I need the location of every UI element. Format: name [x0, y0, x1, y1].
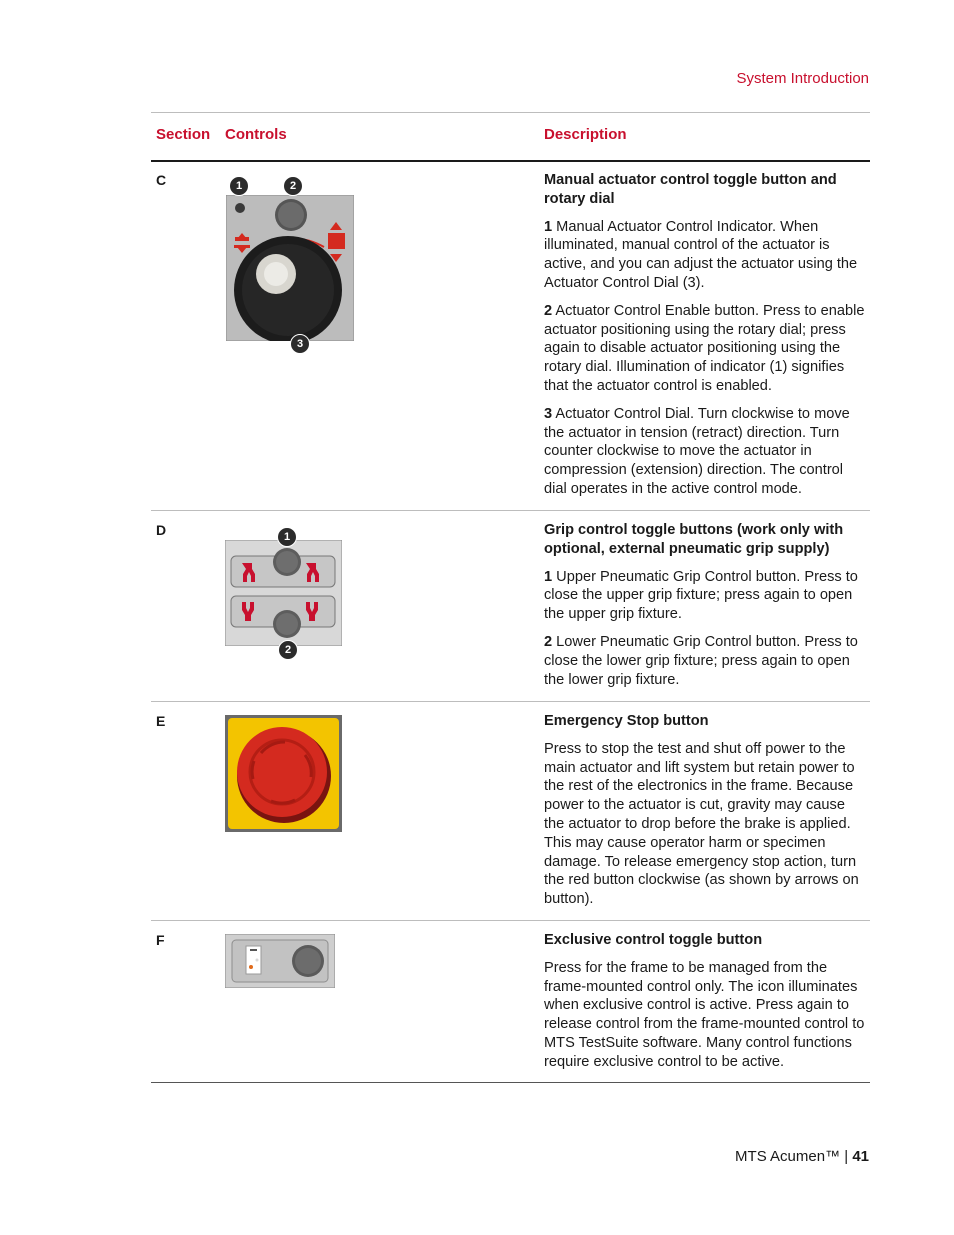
description-item: 2 Actuator Control Enable button. Press to enable actuator positioning using the rotary dial; press again to disable actuator positioning using the rotary dial. Illumination of indicator (1) signifies that the actuator control is enabled.: [544, 302, 865, 394]
description-item: 1 Upper Pneumatic Grip Control button. Press to close the upper grip fixture; press again to open the upper grip fixture.: [544, 568, 858, 623]
description-title: Grip control toggle buttons (work only with optional, external pneumatic grip supply): [544, 522, 844, 557]
footer-product: MTS Acumen™: [735, 1148, 841, 1165]
column-header-controls: Controls: [225, 126, 287, 143]
section-letter-c: C: [156, 172, 167, 188]
section-letter-e: E: [156, 713, 166, 729]
page-footer: [735, 1148, 869, 1165]
section-letter-d: D: [156, 522, 167, 538]
row-divider: [151, 920, 870, 921]
description-body: Press for the frame to be managed from the frame-mounted control only. The icon illuminates when exclusive control is active. Press again to release control from the frame-mounted control to MTS TestSuite software. Many control functions require exclusive control to be active.: [544, 959, 865, 1070]
description-item: 1 Manual Actuator Control Indicator. When illuminated, manual control of the actuator is active, and you can adjust the actuator using the Actuator Control Dial (3).: [544, 218, 858, 291]
table-top-rule: [151, 112, 870, 113]
description-title: Exclusive control toggle button: [544, 932, 763, 948]
grip-control-photo: [225, 540, 342, 646]
callout-1: 1: [229, 176, 249, 196]
header-rule: [151, 160, 870, 162]
description-c: [544, 171, 868, 508]
description-item: 3 Actuator Control Dial. Turn clockwise to move the actuator in tension (retract) direction. Turn counter clockwise to move the actuator in compression (extension) direction. The control dial operates in the active control mode.: [544, 405, 850, 497]
callout-1: 1: [277, 527, 297, 547]
emergency-stop-photo: [225, 715, 342, 832]
column-header-section: Section: [156, 126, 211, 143]
actuator-control-photo: [226, 195, 354, 341]
column-header-description: Description: [544, 126, 627, 143]
description-title: Emergency Stop button: [544, 713, 709, 729]
row-divider: [151, 701, 870, 702]
running-header: System Introduction: [736, 70, 869, 87]
row-divider: [151, 510, 870, 511]
description-body: Press to stop the test and shut off power to the main actuator and lift system but retain power to the rest of the electronics in the frame. Because power to the actuator is cut, gravity may cause the actuator to drop before the brake is applied. This may cause operator harm or specimen damage. To release emergency stop action, turn the red button clockwise (as shown by arrows on button).: [544, 740, 859, 908]
footer-separator: |: [844, 1148, 849, 1165]
description-item: 2 Lower Pneumatic Grip Control button. Press to close the lower grip fixture; press again to open the lower grip fixture.: [544, 633, 858, 688]
exclusive-control-photo: [225, 934, 335, 988]
description-d: [544, 521, 868, 698]
table-bottom-rule: [151, 1082, 870, 1083]
description-title: Manual actuator control toggle button and rotary dial: [544, 172, 837, 207]
callout-2: 2: [278, 640, 298, 660]
callout-2: 2: [283, 176, 303, 196]
section-letter-f: F: [156, 932, 165, 948]
description-e: [544, 712, 868, 918]
description-f: [544, 931, 868, 1081]
callout-3: 3: [290, 334, 310, 354]
page-number: 41: [852, 1148, 869, 1165]
